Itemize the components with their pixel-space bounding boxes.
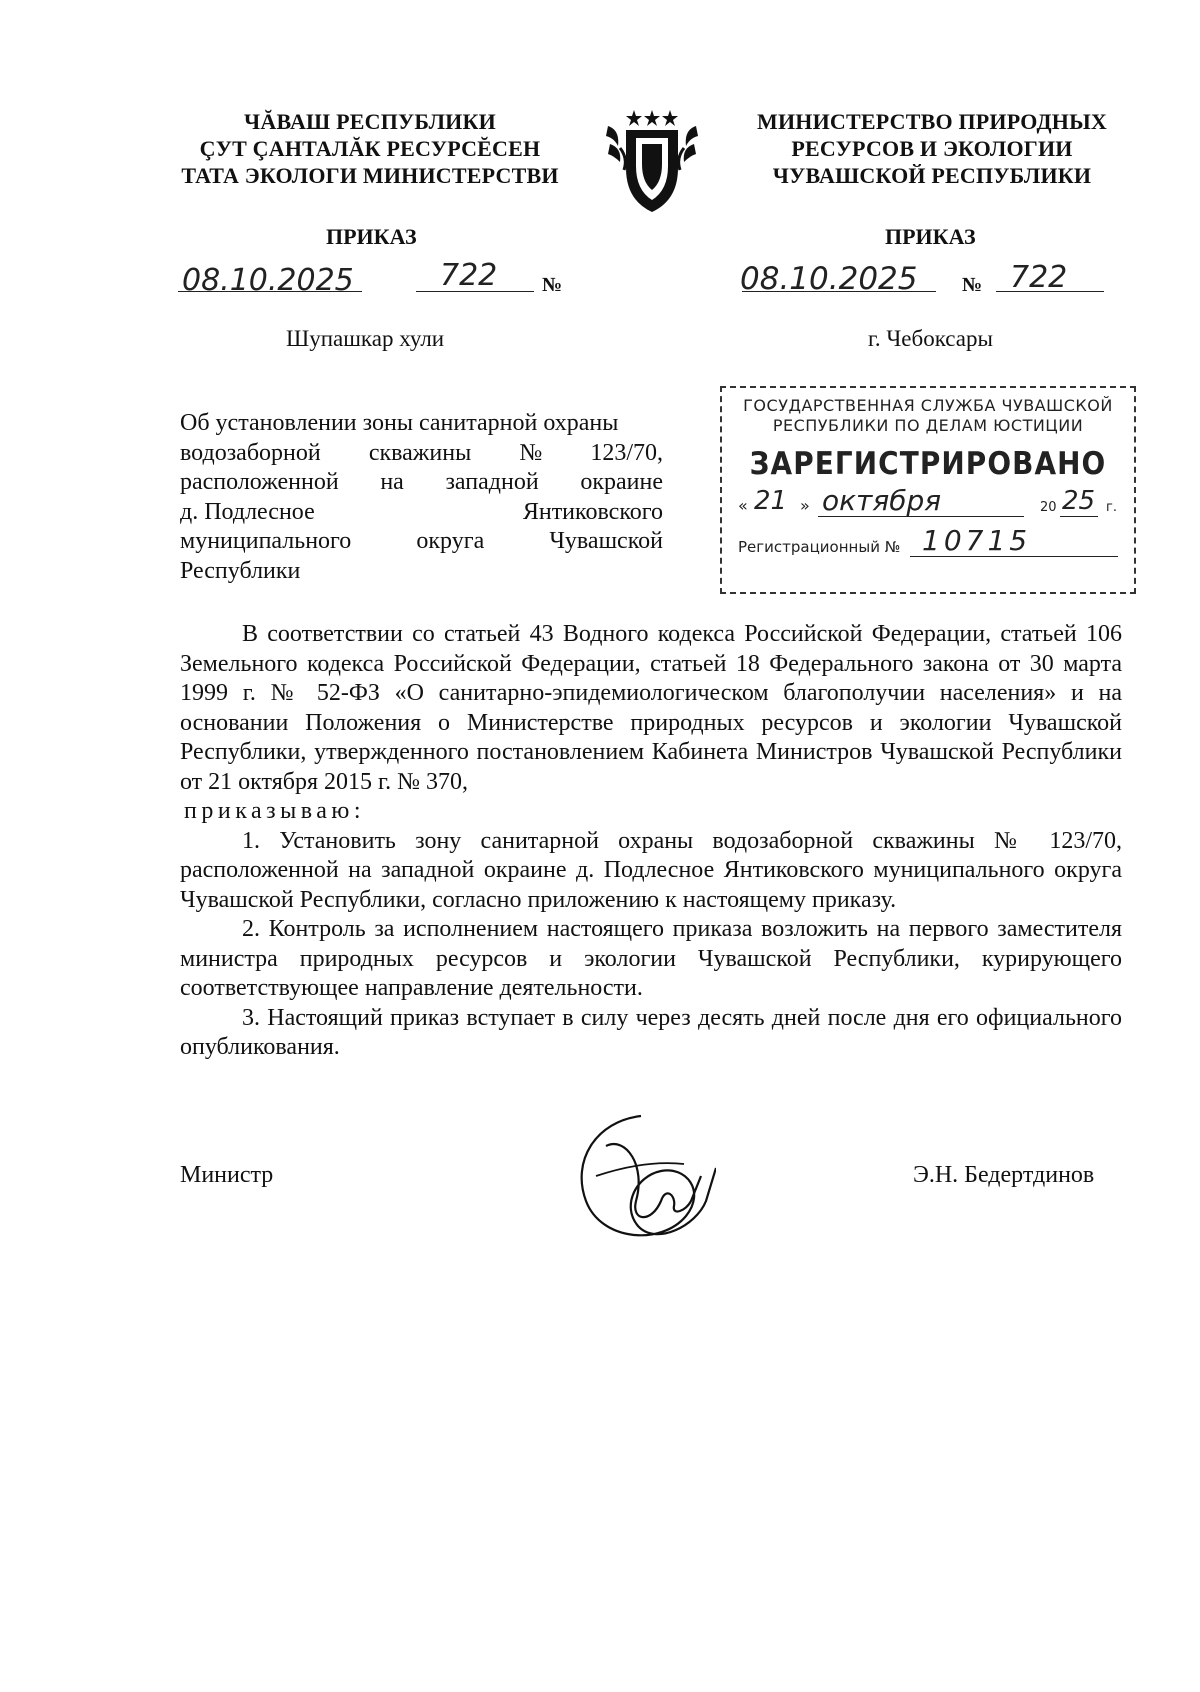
stamp-year-label: г. <box>1106 500 1117 515</box>
stamp-year-suffix: 25 <box>1062 486 1096 516</box>
title-line-5: муниципального округа Чувашской <box>180 528 663 554</box>
preamble-paragraph: В соответствии со статьей 43 Водного кодекса Российской Федерации, статьей 106 Земельного кодекса Российской Федерации, статьей 18 Федерального закона от 30 марта 1999 г. № 52-ФЗ «О санитарно-эпидемиологическом благополучии населения» и на основании Положения о Министерстве природных ресурсов и экологии Чувашской Республики, утвержденного постановлением Кабинета Министров Чувашской Республики от 21 октября 2015 г. № 370, <box>180 621 1122 795</box>
stamp-year-prefix: 20 <box>1040 500 1057 515</box>
header-right-line1: МИНИСТЕРСТВО ПРИРОДНЫХ <box>756 109 1108 134</box>
title-line-2: водозаборной скважины № 123/70, <box>180 439 663 466</box>
stamp-reg-label: Регистрационный № <box>738 538 901 556</box>
order-item-3: 3. Настоящий приказ вступает в силу через десять дней после дня его официального опубликования. <box>180 1004 1122 1060</box>
header-right <box>722 108 1142 189</box>
stamp-authority-line2: РЕСПУБЛИКИ ПО ДЕЛАМ ЮСТИЦИИ <box>772 416 1084 435</box>
number-sign-left: № <box>542 274 563 296</box>
place-right: г. Чебоксары <box>868 326 993 351</box>
stamp-reg-row <box>722 526 1134 560</box>
order-date-right: 08.10.2025 <box>740 261 918 297</box>
stamp-quote-open: « <box>738 496 748 515</box>
document-body <box>180 620 1122 1063</box>
order-date-left: 08.10.2025 <box>182 263 354 298</box>
header-left-line3: ТАТА ЭКОЛОГИ МИНИСТЕРСТВИ <box>181 163 559 188</box>
title-line-4: д. Подлесное Янтиковского <box>180 498 663 525</box>
header-left-line1: ЧĂВАШ РЕСПУБЛИКИ <box>244 109 496 134</box>
header-right-line2: РЕСУРСОВ И ЭКОЛОГИИ <box>791 136 1073 161</box>
registration-stamp <box>720 386 1136 594</box>
stamp-status: ЗАРЕГИСТРИРОВАНО <box>749 446 1107 482</box>
stamp-authority-line1: ГОСУДАРСТВЕННАЯ СЛУЖБА ЧУВАШСКОЙ <box>743 396 1113 415</box>
title-line-3: расположенной на западной окраине <box>180 469 663 495</box>
signatory-name: Э.Н. Бедертдинов <box>913 1162 1095 1188</box>
place-left: Шупашкар хули <box>286 326 445 351</box>
stamp-date-row <box>722 486 1134 520</box>
order-title-left: ПРИКАЗ <box>326 224 417 249</box>
header-left <box>160 108 580 189</box>
document-title <box>180 409 663 586</box>
title-line-6: Республики <box>180 557 301 584</box>
title-line-1: Об установлении зоны санитарной охраны <box>180 410 619 436</box>
stamp-quote-close: » <box>800 496 810 515</box>
header-left-line2: ÇУТ ÇАНТАЛĂК РЕСУРСĔСЕН <box>199 136 541 161</box>
signatory-position: Министр <box>180 1162 274 1188</box>
stamp-reg-number: 10715 <box>922 524 1032 557</box>
header-right-line3: ЧУВАШСКОЙ РЕСПУБЛИКИ <box>772 163 1092 188</box>
order-word: приказываю: <box>184 798 366 824</box>
order-title-right: ПРИКАЗ <box>885 224 976 249</box>
order-item-1: 1. Установить зону санитарной охраны водозаборной скважины № 123/70, расположенной на западной окраине д. Подлесное Янтиковского муниципального округа Чувашской Республики, согласно приложению к настоящему приказу. <box>180 827 1122 913</box>
order-number-left: 722 <box>440 258 498 293</box>
stamp-year-line <box>1060 516 1098 517</box>
stamp-month: октября <box>822 484 942 517</box>
order-item-2: 2. Контроль за исполнением настоящего приказа возложить на первого заместителя министра природных ресурсов и экологии Чувашской Республики, курирующего соответствующее направление деятельности. <box>180 916 1122 1001</box>
handwritten-signature <box>566 1106 716 1256</box>
chuvash-emblem-icon <box>602 108 702 216</box>
number-sign-right: № <box>962 274 983 296</box>
stamp-day: 21 <box>754 486 788 516</box>
order-number-right: 722 <box>1010 260 1068 295</box>
